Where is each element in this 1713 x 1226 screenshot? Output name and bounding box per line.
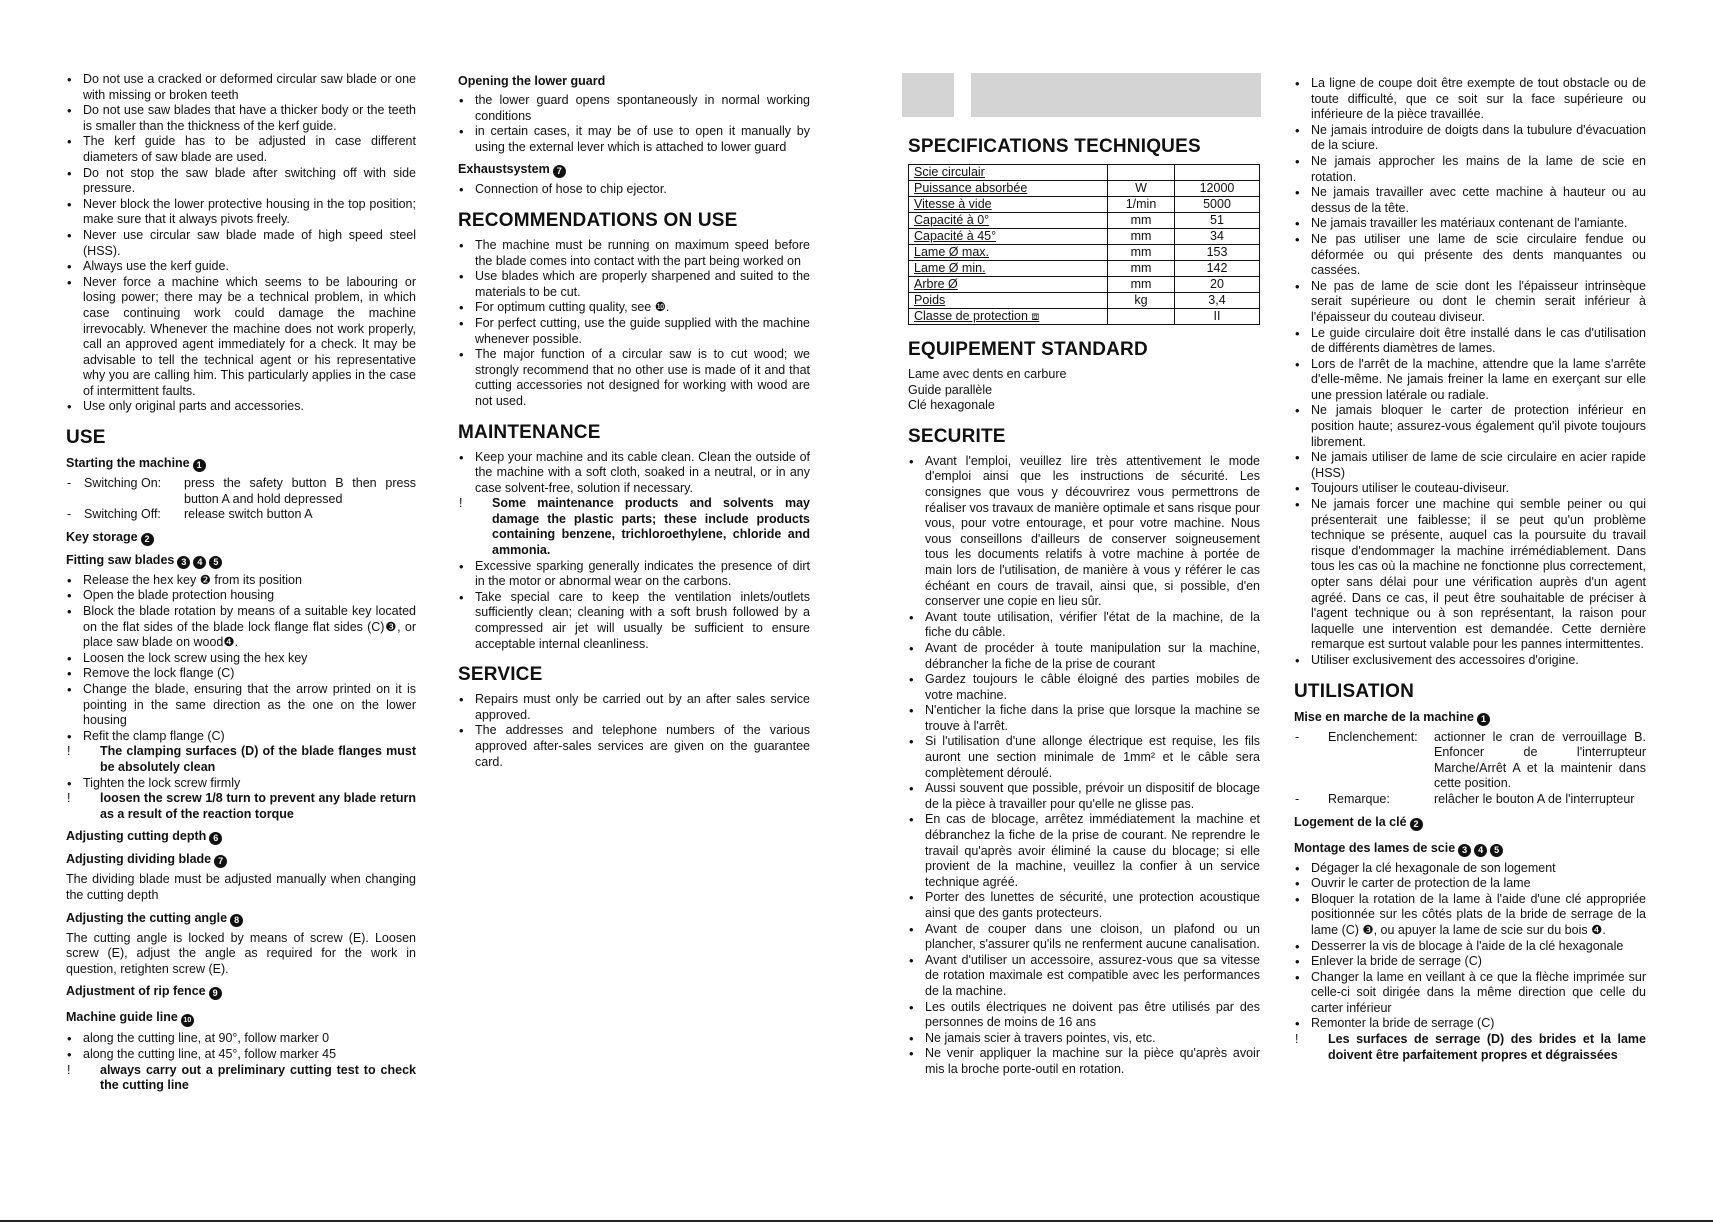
- guide-list: [66, 1031, 416, 1093]
- list-item: • The addresses and telephone numbers of the various approved after-sales services are given on the guarantee card.: [458, 723, 810, 770]
- step-number-badge: 1: [1477, 713, 1490, 726]
- montage-heading: Montage des lames de scie 3 4 5: [1294, 841, 1646, 857]
- dividing-heading: Adjusting dividing blade 7: [66, 852, 416, 868]
- list-item: • Aussi souvent que possible, prévoir un dispositif de blocage de la pièce à travailler pour qu'elle ne glisse pas.: [908, 781, 1260, 812]
- list-item: • along the cutting line, at 45°, follow marker 45: [66, 1047, 416, 1063]
- list-item: • Loosen the lock screw using the hex key: [66, 651, 416, 667]
- list-item: • Ne jamais introduire de doigts dans la tubulure d'évacuation de la sciure.: [1294, 123, 1646, 154]
- switch-on-row: [66, 476, 416, 507]
- list-item: • Gardez toujours le câble éloigné des parties mobiles de votre machine.: [908, 672, 1260, 703]
- table-row: Poids kg 3,4: [909, 293, 1260, 309]
- table-row: Capacité à 0° mm 51: [909, 213, 1260, 229]
- list-item: Guide parallèle: [908, 382, 993, 397]
- list-item: • Refit the clamp flange (C): [66, 729, 416, 745]
- remarque-row: [1294, 792, 1646, 808]
- list-item: • Enlever la bride de serrage (C): [1294, 954, 1646, 970]
- enclenchement-row: [1294, 730, 1646, 792]
- list-item: • Avant toute utilisation, vérifier l'état de la machine, de la fiche du câble.: [908, 610, 1260, 641]
- remarque-label: - Remarque:: [1294, 792, 1434, 808]
- list-item: • The kerf guide has to be adjusted in case different diameters of saw blade are used.: [66, 134, 416, 165]
- list-item: • Remove the lock flange (C): [66, 666, 416, 682]
- exhaust-heading: Exhaustsystem 7: [458, 162, 810, 178]
- remarque-text: relâcher le bouton A de l'interrupteur: [1434, 791, 1635, 806]
- list-item: • Ne jamais bloquer le carter de protection inférieur en position haute; assurez-vous également qu'il pivote toujours librement.: [1294, 403, 1646, 450]
- safety-list-en: [66, 72, 416, 415]
- montage-list: [1294, 861, 1646, 1064]
- list-item: • Keep your machine and its cable clean. Clean the outside of the machine with a soft cloth, soaked in a neutral, or in any case solvent-free, solution if necessary.: [458, 450, 810, 497]
- maintenance-heading: MAINTENANCE: [458, 421, 601, 443]
- list-item: • Never force a machine which seems to be labouring or losing power; there may be a technical problem, in which case continuing work could damage the machine irrevocably. Whenever the machine does not work properly, call an approved agent immediately for a check. It may be advisable to tell the technical agent or his representative why you are calling him. This particularly applies in the case of intermittent faults.: [66, 275, 416, 400]
- angle-text: The cutting angle is locked by means of screw (E). Loosen screw (E), adjust the angle as required for the work in question, retighten screw (E).: [66, 930, 416, 976]
- step-number-badge: 5: [1490, 844, 1503, 857]
- list-item: • Ne jamais travailler les matériaux contenant de l'amiante.: [1294, 216, 1646, 232]
- maintenance-list: [458, 450, 810, 653]
- spec-table: [908, 164, 1260, 325]
- list-item: • Ouvrir le carter de protection de la lame: [1294, 876, 1646, 892]
- list-item: • Take special care to keep the ventilation inlets/outlets sufficiently clean; cleaning with a soft brush followed by a compressed air jet will usually be sufficient to ensure acceptable internal cleanliness.: [458, 590, 810, 652]
- list-item: • Ne venir appliquer la machine sur la pièce qu'après avoir mis la broche porte-outil en rotation.: [908, 1046, 1260, 1077]
- list-item: • Repairs must only be carried out by an after sales service approved.: [458, 692, 810, 723]
- switch-on-label: - Switching On:: [66, 476, 184, 507]
- list-item: • Ne jamais utiliser de lame de scie circulaire en acier rapide (HSS): [1294, 450, 1646, 481]
- exhaust-list: [458, 182, 810, 198]
- step-number-badge: 4: [1474, 844, 1487, 857]
- use-heading: USE: [66, 427, 106, 449]
- list-item: • Utiliser exclusivement des accessoires d'origine.: [1294, 653, 1646, 669]
- table-row: Vitesse à vide 1/min 5000: [909, 197, 1260, 213]
- list-item: • Tighten the lock screw firmly: [66, 776, 416, 792]
- recommendations-list: [458, 238, 810, 410]
- list-item: • Avant d'utiliser un accessoire, assurez-vous que sa vitesse de rotation maximale est compatible avec les performances de la machine.: [908, 953, 1260, 1000]
- list-item: • Ne pas de lame de scie dont les l'épaisseur intrinsèque serait supérieure ou dont le chemin serait inférieur à l'épaisseur du couteau diviseur.: [1294, 279, 1646, 326]
- column-1: [66, 72, 416, 1094]
- enclenchement-text: actionner le cran de verrouillage B. Enfoncer de l'interrupteur Marche/Arrêt A et la maintenir dans cette position.: [1434, 729, 1646, 791]
- list-item: • Dégager la clé hexagonale de son logement: [1294, 861, 1646, 877]
- spec-heading: SPECIFICATIONS TECHNIQUES: [908, 136, 1201, 157]
- dividing-text: The dividing blade must be adjusted manually when changing the cutting depth: [66, 872, 416, 902]
- equipment-heading: EQUIPEMENT STANDARD: [908, 339, 1148, 360]
- step-number-badge: 6: [209, 832, 222, 845]
- angle-heading: Adjusting the cutting angle 8: [66, 911, 416, 927]
- list-item: • For optimum cutting quality, see ❿.: [458, 300, 810, 316]
- list-item: • Block the blade rotation by means of a suitable key located on the flat sides of the blade lock flange flat sides (C)❸, or place saw blade on wood❹.: [66, 604, 416, 651]
- list-item: • Lors de l'arrêt de la machine, attendre que la lame s'arrête d'elle-même. Ne jamais freiner la lame en exerçant sur elle une pression latérale ou radiale.: [1294, 357, 1646, 404]
- list-item: • Les outils électriques ne doivent pas être utilisés par des personnes de moins de 16 ans: [908, 1000, 1260, 1031]
- mise-heading: Mise en marche de la machine 1: [1294, 710, 1646, 726]
- list-item: • Change the blade, ensuring that the arrow printed on it is pointing in the same direction as the one on the lower housing: [66, 682, 416, 729]
- list-item: • Do not use saw blades that have a thicker body or the teeth is smaller than the thickness of the kerf guide.: [66, 103, 416, 134]
- warning-item: ! Les surfaces de serrage (D) des brides et la lame doivent être parfaitement propres et dégraissées: [1294, 1032, 1646, 1063]
- warning-item: ! Some maintenance products and solvents may damage the plastic parts; these include products containing benzene, trichloroethylene, chloride and ammonia.: [458, 496, 810, 558]
- securite-list: [908, 454, 1260, 1078]
- list-item: • Changer la lame en veillant à ce que la flèche imprimée sur celle-ci soit dirigée dans la même direction que celle du carter inférieur: [1294, 970, 1646, 1017]
- list-item: • Desserrer la vis de blocage à l'aide de la clé hexagonale: [1294, 939, 1646, 955]
- utilisation-heading: UTILISATION: [1294, 680, 1415, 702]
- warning-item: ! The clamping surfaces (D) of the blade flanges must be absolutely clean: [66, 744, 416, 775]
- list-item: • Toujours utiliser le couteau-diviseur.: [1294, 481, 1646, 497]
- list-item: • Bloquer la rotation de la lame à l'aide d'une clé appropriée positionnée sur les côtés plats de la bride de serrage de la lame (C) ❸, ou apuyer la lame de scie sur du bois ❹.: [1294, 892, 1646, 939]
- list-item: • Avant l'emploi, veuillez lire très attentivement le mode d'emploi ainsi que les instructions de sécurité. Les consignes que vous y découvrirez vous permettrons de réaliser vos travaux de manière optimale et sans risque pour vous, pour votre entourage, et pour votre machine. Nous vous conseillons d'ailleurs de conserver soigneusement tous les documents relatifs à votre machine à portée de main lors de l'utilisation, de manière à vous y référer le cas échéant en cours de travail, ainsi que, si possible, d'en conserver une copie en lieu sûr.: [908, 454, 1260, 610]
- list-item: • Ne jamais scier à travers pointes, vis, etc.: [908, 1031, 1260, 1047]
- equipment-list: [908, 367, 1260, 414]
- opening-heading: Opening the lower guard: [458, 74, 606, 88]
- list-item: • Ne pas utiliser une lame de scie circulaire fendue ou déformée ou qui présente des dents manquantes ou cassées.: [1294, 232, 1646, 279]
- list-item: • Ne jamais forcer une machine qui semble peiner ou qui présenterait une faiblesse; il se peut qu'un problème technique se présente, auquel cas la poursuite du travail risque d'endommager la machine irrémédiablement. Dans tous les cas où la machine ne fonctionne plus correctement, opter sans délai pour une vérification auprès d'un agent agréé. Dans ce cas, il peut être souhaitable de préciser à l'agent technique ou à son représentant, la raison pour laquelle une intervention est demandée. Cette dernière remarque est surtout valable pour les pannes intermittentes.: [1294, 497, 1646, 653]
- list-item: • The machine must be running on maximum speed before the blade comes into contact with the part being worked on: [458, 238, 810, 269]
- securite-list-continued: [1294, 76, 1646, 669]
- switch-off-label: - Switching Off:: [66, 507, 184, 523]
- step-number-badge: 1: [193, 459, 206, 472]
- step-number-badge: 3: [177, 556, 190, 569]
- key-storage-heading: Key storage 2: [66, 530, 416, 546]
- list-item: • Le guide circulaire doit être installé dans le cas d'utilisation de différents diamètres de lames.: [1294, 326, 1646, 357]
- step-number-badge: 9: [209, 987, 222, 1000]
- step-number-badge: 2: [1410, 818, 1423, 831]
- table-row: Classe de protection ⧈ II: [909, 309, 1260, 325]
- list-item: • Si l'utilisation d'une allonge électrique est requise, les fils auront une section minimale de 1mm² et le câble sera complètement déroulé.: [908, 734, 1260, 781]
- step-number-badge: 4: [193, 556, 206, 569]
- list-item: • Ne jamais approcher les mains de la lame de scie en rotation.: [1294, 154, 1646, 185]
- list-item: • Avant de procéder à toute manipulation sur la machine, débrancher la fiche de la prise de courant: [908, 641, 1260, 672]
- list-item: • Release the hex key ❷ from its position: [66, 573, 416, 589]
- step-number-badge: 10: [181, 1014, 194, 1027]
- list-item: • in certain cases, it may be of use to open it manually by using the external lever which is attached to lower guard: [458, 124, 810, 155]
- list-item: • Remonter la bride de serrage (C): [1294, 1016, 1646, 1032]
- list-item: • Open the blade protection housing: [66, 588, 416, 604]
- list-item: • Always use the kerf guide.: [66, 259, 416, 275]
- grey-header-block: [902, 73, 954, 117]
- list-item: • En cas de blocage, arrêtez immédiatement la machine et débranchez la fiche de la prise de courant. Ne reprendre le travail qu'après avoir éliminé la cause du blocage; si elle provient de la machine, veuillez la confier à un service technique agréé.: [908, 812, 1260, 890]
- column-4: [1294, 76, 1646, 1063]
- list-item: • Use blades which are properly sharpened and suited to the materials to be cut.: [458, 269, 810, 300]
- list-item: • along the cutting line, at 90°, follow marker 0: [66, 1031, 416, 1047]
- list-item: • Do not stop the saw blade after switching off with side pressure.: [66, 166, 416, 197]
- table-row: Arbre Ø mm 20: [909, 277, 1260, 293]
- switch-off-text: release switch button A: [184, 507, 313, 522]
- list-item: • Excessive sparking generally indicates the presence of dirt in the motor or abnormal wear on the carbons.: [458, 559, 810, 590]
- step-number-badge: 8: [230, 914, 243, 927]
- table-row: Scie circulair: [909, 165, 1260, 181]
- list-item: • For perfect cutting, use the guide supplied with the machine whenever possible.: [458, 316, 810, 347]
- list-item: Clé hexagonale: [908, 398, 995, 413]
- starting-heading: Starting the machine 1: [66, 456, 416, 472]
- list-item: • the lower guard opens spontaneously in normal working conditions: [458, 93, 810, 124]
- step-number-badge: 7: [553, 165, 566, 178]
- page-bottom-rule: [0, 1220, 1713, 1222]
- list-item: Lame avec dents en carbure: [908, 367, 1067, 381]
- table-row: Lame Ø max. mm 153: [909, 245, 1260, 261]
- list-item: • Do not use a cracked or deformed circular saw blade or one with missing or broken teeth: [66, 72, 416, 103]
- list-item: • Ne jamais travailler avec cette machine à hauteur ou au dessus de la tête.: [1294, 185, 1646, 216]
- column-3: [908, 134, 1260, 1078]
- warning-item: ! loosen the screw 1/8 turn to prevent any blade return as a result of the reaction torque: [66, 791, 416, 822]
- step-number-badge: 3: [1458, 844, 1471, 857]
- opening-list: [458, 93, 810, 155]
- securite-heading: SECURITE: [908, 425, 1006, 447]
- table-row: Lame Ø min. mm 142: [909, 261, 1260, 277]
- depth-heading: Adjusting cutting depth 6: [66, 829, 416, 845]
- logement-heading: Logement de la clé 2: [1294, 815, 1646, 831]
- service-list: [458, 692, 810, 770]
- warning-item: ! always carry out a preliminary cutting test to check the cutting line: [66, 1063, 416, 1094]
- switch-off-row: [66, 507, 416, 523]
- enclenchement-label: - Enclenchement:: [1294, 730, 1434, 792]
- list-item: • Never block the lower protective housing in the top position; make sure that it always pivots freely.: [66, 197, 416, 228]
- column-2: [458, 74, 810, 770]
- list-item: • La ligne de coupe doit être exempte de tout obstacle ou de toute difficulté, que ce soit sur la face supérieure ou inférieure de la pièce travaillée.: [1294, 76, 1646, 123]
- list-item: • Use only original parts and accessories.: [66, 399, 416, 415]
- fitting-heading: Fitting saw blades 3 4 5: [66, 553, 416, 569]
- step-number-badge: 2: [141, 533, 154, 546]
- grey-header-bar: [971, 73, 1261, 117]
- step-number-badge: 7: [214, 855, 227, 868]
- list-item: • Never use circular saw blade made of high speed steel (HSS).: [66, 228, 416, 259]
- list-item: • Porter des lunettes de sécurité, une protection acoustique ainsi que des gants protecteurs.: [908, 890, 1260, 921]
- service-heading: SERVICE: [458, 664, 543, 686]
- table-row: Puissance absorbée W 12000: [909, 181, 1260, 197]
- list-item: • N'enticher la fiche dans la prise que lorsque la machine se trouve à l'arrêt.: [908, 703, 1260, 734]
- list-item: • The major function of a circular saw is to cut wood; we strongly recommend that no other use is made of it and that cutting accessories not designed for working with wood are not used.: [458, 347, 810, 409]
- step-number-badge: 5: [209, 556, 222, 569]
- list-item: • Connection of hose to chip ejector.: [458, 182, 810, 198]
- table-row: Capacité à 45° mm 34: [909, 229, 1260, 245]
- rip-heading: Adjustment of rip fence 9: [66, 984, 416, 1000]
- switch-on-text: press the safety button B then press button A and hold depressed: [184, 476, 416, 506]
- list-item: • Avant de couper dans une cloison, un plafond ou un plancher, s'assurer qu'ils ne renferment aucune canalisation.: [908, 922, 1260, 953]
- fitting-list: [66, 573, 416, 823]
- guide-heading: Machine guide line 10: [66, 1010, 416, 1027]
- recommendations-heading: RECOMMENDATIONS ON USE: [458, 209, 738, 231]
